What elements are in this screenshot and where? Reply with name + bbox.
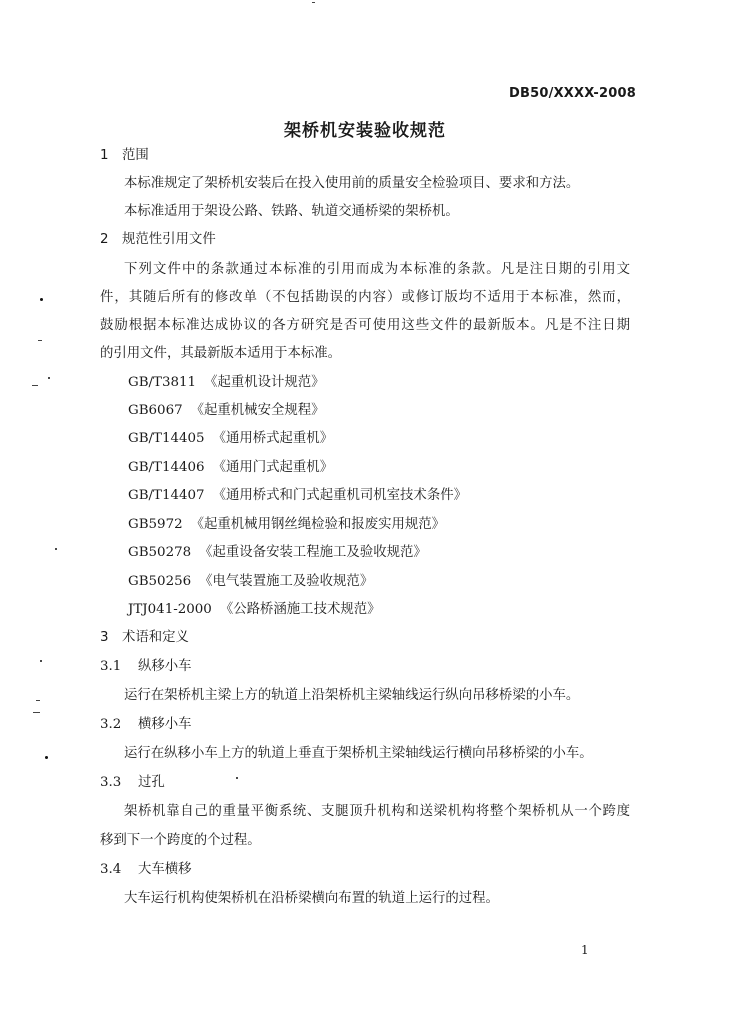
term-title: 大车横移 [138,862,192,877]
term-title: 纵移小车 [138,659,192,674]
reference-item [128,602,381,618]
section-2-heading [100,232,216,248]
reference-code: GB50256 [128,574,192,589]
reference-name: 《电气装置施工及验收规范》 [199,574,374,589]
section-2-paragraph-line-3: 鼓励根据本标准达成协议的各方研究是否可使用这些文件的最新版本。凡是不注日期 [100,318,630,333]
section-number: 3 [100,630,109,645]
section-number: 2 [100,232,109,247]
reference-name: 《公路桥涵施工技术规范》 [219,602,381,617]
section-2-paragraph-line-4: 的引用文件，其最新版本适用于本标准。 [100,346,342,361]
reference-code: GB/T14407 [128,488,205,503]
scan-speck [236,777,238,779]
scan-mark [32,385,38,386]
scan-speck [45,756,48,759]
term-3-4-definition: 大车运行机构使架桥机在沿桥梁横向布置的轨道上运行的过程。 [124,891,499,906]
reference-code: GB50278 [128,545,192,560]
term-3-2-heading [100,717,192,733]
section-2-paragraph-line-1: 下列文件中的条款通过本标准的引用而成为本标准的条款。凡是注日期的引用文 [124,262,630,277]
reference-item [128,431,333,447]
reference-name: 《起重机械安全规程》 [190,403,325,418]
reference-code: GB/T14405 [128,431,205,446]
section-title: 术语和定义 [122,630,189,645]
scan-mark [38,340,42,341]
reference-item [128,517,445,533]
term-number: 3.2 [100,717,122,732]
section-1-paragraph-1: 本标准规定了架桥机安装后在投入使用前的质量安全检验项目、要求和方法。 [124,176,580,191]
reference-name: 《通用门式起重机》 [212,460,334,475]
term-title: 横移小车 [138,717,192,732]
reference-code: GB/T14406 [128,460,205,475]
scan-speck [48,377,50,379]
document-title: 架桥机安装验收规范 [284,121,446,141]
term-3-3-definition-line-2: 移到下一个跨度的个过程。 [100,833,261,848]
reference-item [128,574,373,590]
scan-mark [36,700,40,701]
term-3-4-heading [100,862,192,878]
term-3-3-heading [100,775,165,791]
reference-name: 《通用桥式起重机》 [212,431,334,446]
section-1-heading [100,148,149,164]
page-number: 1 [581,943,589,957]
reference-code: GB6067 [128,403,183,418]
term-number: 3.1 [100,659,122,674]
reference-code: JTJ041-2000 [128,602,212,617]
term-number: 3.4 [100,862,122,877]
reference-name: 《起重设备安装工程施工及验收规范》 [199,545,427,560]
term-title: 过孔 [138,775,165,790]
section-number: 1 [100,148,109,163]
reference-name: 《通用桥式和门式起重机司机室技术条件》 [212,488,467,503]
scan-speck [40,660,42,662]
term-3-1-definition: 运行在架桥机主梁上方的轨道上沿架桥机主梁轴线运行纵向吊移桥梁的小车。 [124,688,580,703]
reference-code: GB5972 [128,517,183,532]
term-3-3-definition-line-1: 架桥机靠自己的重量平衡系统、支腿顶升机构和送梁机构将整个架桥机从一个跨度 [124,804,630,819]
scan-mark [312,2,315,3]
reference-item [128,403,325,419]
reference-item [128,375,325,391]
document-code: DB50/XXXX-2008 [509,86,636,101]
reference-code: GB/T3811 [128,375,197,390]
section-1-paragraph-2: 本标准适用于架设公路、铁路、轨道交通桥梁的架桥机。 [124,204,459,219]
section-title: 范围 [122,148,149,163]
reference-item [128,545,427,561]
scan-speck [40,298,43,301]
section-title: 规范性引用文件 [122,232,216,247]
reference-name: 《起重机械用钢丝绳检验和报废实用规范》 [190,517,446,532]
section-3-heading [100,630,189,646]
term-3-2-definition: 运行在纵移小车上方的轨道上垂直于架桥机主梁轴线运行横向吊移桥梁的小车。 [124,746,593,761]
section-2-paragraph-line-2: 件，其随后所有的修改单（不包括勘误的内容）或修订版均不适用于本标准，然而， [100,290,630,305]
scan-speck [55,548,57,550]
term-number: 3.3 [100,775,122,790]
scan-mark [33,712,40,713]
reference-item [128,488,467,504]
term-3-1-heading [100,659,192,675]
reference-item [128,460,333,476]
reference-name: 《起重机设计规范》 [204,375,325,390]
